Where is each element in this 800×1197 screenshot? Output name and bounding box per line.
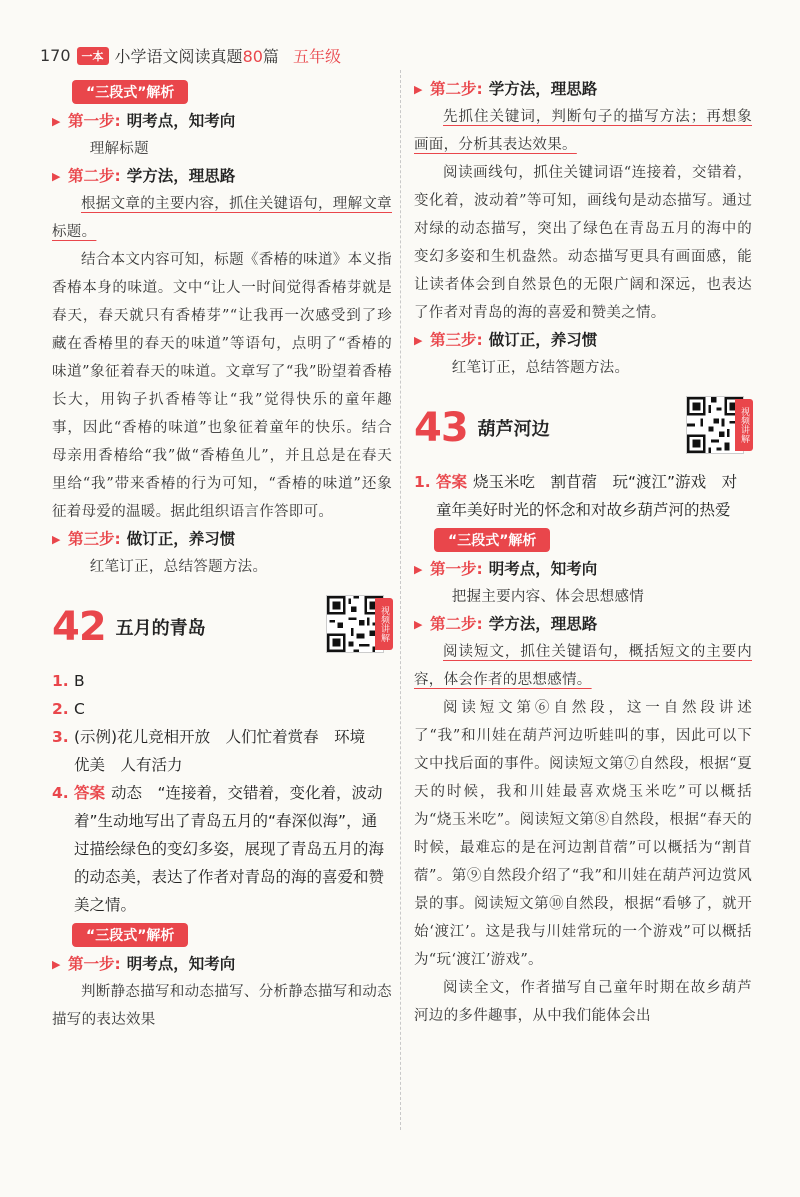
grade-label: 五年级 [292, 47, 341, 66]
analysis-tag: “三段式”解析 [72, 80, 188, 104]
qr-code-icon[interactable] [686, 396, 749, 454]
step-1: ▶ 第一步: 明考点，知考向 [52, 109, 392, 134]
analysis-tag: “三段式”解析 [72, 923, 188, 947]
publisher-logo: 一本 [77, 47, 109, 65]
triangle-icon: ▶ [52, 958, 61, 971]
step-1b-body: 判断静态描写和动态描写、分析静态描写和动态描写的表达效果 [52, 984, 392, 1028]
answer-1: 1. B [52, 672, 85, 690]
section-number: 42 [52, 604, 106, 650]
step-2r2: ▶ 第二步: 学方法，理思路 [414, 612, 752, 637]
section-title: 五月的青岛 [115, 618, 206, 639]
triangle-icon: ▶ [52, 115, 61, 128]
step-1r: ▶ 第一步: 明考点，知考向 [414, 557, 752, 582]
step-1-body: 理解标题 [89, 141, 149, 157]
analysis-paragraph-r: 阅读画线句，抓住关键词语“连接着，交错着，变化着，波动着”等可知，画线句是动态描写。通过对绿的动态描写，突出了绿色在青岛五月的海中的变幻多姿和生机盎然。动态描写更具有画面感，能让读者体会到自然景色的无限广阔和深远，也表达了作者对青岛的海的喜爱和赞美之情。 [414, 165, 752, 321]
step-2r-body: 先抓住关键词，判断句子的描写方法；再想象画面，分析其表达效果。 [414, 109, 752, 153]
answer-4-continued: 着”生动地写出了青岛五月的“春深似海”，通过描绘绿色的变幻多姿，展现了青岛五月的海的动态美，表达了作者对青岛的海的喜爱和赞美之情。 [74, 812, 385, 914]
step-2r: ▶ 第二步: 学方法，理思路 [414, 77, 752, 102]
analysis-tag: “三段式”解析 [434, 528, 550, 552]
left-column [52, 76, 392, 1034]
answer-3: 3. (示例)花儿竞相开放 人们忙着赏春 环境 [52, 728, 366, 746]
step-3-body: 红笔订正，总结答题方法。 [89, 559, 268, 575]
step-3: ▶ 第三步: 做订正，养习惯 [52, 527, 392, 552]
page-number: 170 [40, 46, 71, 65]
answer-4: 4. 答案 动态 “连接着，交错着，变化着，波动 [52, 784, 383, 802]
step-2r2-body: 阅读短文，抓住关键语句，概括短文的主要内容，体会作者的思想感情。 [414, 644, 752, 688]
analysis-paragraph-r2: 阅读短文第⑥自然段，这一自然段讲述了“我”和川娃在葫芦河边听蛙叫的事，因此可以下文中找后面的事件。阅读短文第⑦自然段，根据“夏天的时候，我和川娃最喜欢烧玉米吃”可以概括为“烧玉米吃”。阅读短文第⑧自然段，根据“春天的时候，最难忘的是在河边割苜蓿”可以概括为“割苜蓿”。第⑨自然段介绍了“我”和川娃在葫芦河边赏风景的事。阅读短文第⑩自然段，根据“看够了，就开始‘渡江’。这是我与川娃常玩的一个游戏”可以概括为“玩‘渡江’游戏”。 [414, 700, 752, 968]
step-1r-body: 把握主要内容、体会思想感情 [451, 589, 645, 605]
section-43-heading [414, 396, 752, 460]
triangle-icon: ▶ [414, 618, 423, 631]
answer-2: 2. C [52, 700, 85, 718]
section-number: 43 [414, 405, 468, 451]
video-tab: 视频讲解 [375, 598, 393, 650]
triangle-icon: ▶ [414, 334, 423, 347]
step-2-body: 根据文章的主要内容，抓住关键语句，理解文章标题。 [52, 196, 392, 240]
step-3r: ▶ 第三步: 做订正，养习惯 [414, 328, 752, 353]
answer-1r-continued: 童年美好时光的怀念和对故乡葫芦河的热爱 [436, 501, 731, 519]
analysis-paragraph: 结合本文内容可知，标题《香椿的味道》本义指香椿本身的味道。文中“让人一时间觉得香椿芽就是春天，春天就只有香椿芽”“让我再一次感受到了珍藏在香椿里的春天的味道”等语句，点明了“香椿的味道”象征着春天的味道。文章写了“我”盼望着香椿长大，用钩子扒香椿等让“我”觉得快乐的童年趣事，因此“香椿的味道”也象征着童年的快乐。结合母亲用香椿给“我”做“香椿鱼儿”，并且总是在春天里给“我”带来香椿的行为可知，“香椿的味道”还象征着母爱的温暖。据此组织语言作答即可。 [52, 252, 392, 520]
step-3r-body: 红笔订正，总结答题方法。 [451, 360, 630, 376]
triangle-icon: ▶ [414, 83, 423, 96]
step-2: ▶ 第二步: 学方法，理思路 [52, 164, 392, 189]
qr-code-icon[interactable] [326, 595, 389, 653]
section-42-heading [52, 595, 392, 659]
section-title: 葫芦河边 [477, 419, 550, 440]
right-column [414, 76, 752, 1030]
triangle-icon: ▶ [52, 533, 61, 546]
analysis-paragraph-r3: 阅读全文，作者描写自己童年时期在故乡葫芦河边的多件趣事，从中我们能体会出 [414, 980, 752, 1024]
book-title: 小学语文阅读真题80篇 [114, 47, 279, 66]
triangle-icon: ▶ [414, 563, 423, 576]
triangle-icon: ▶ [52, 170, 61, 183]
video-tab: 视频讲解 [735, 399, 753, 451]
answer-1r: 1. 答案 烧玉米吃 割苜蓿 玩“渡江”游戏 对 [414, 473, 738, 491]
answer-3-continued: 优美 人有活力 [74, 756, 183, 774]
page-header [40, 44, 341, 67]
step-1b: ▶ 第一步: 明考点，知考向 [52, 952, 392, 977]
column-divider [400, 70, 401, 1130]
